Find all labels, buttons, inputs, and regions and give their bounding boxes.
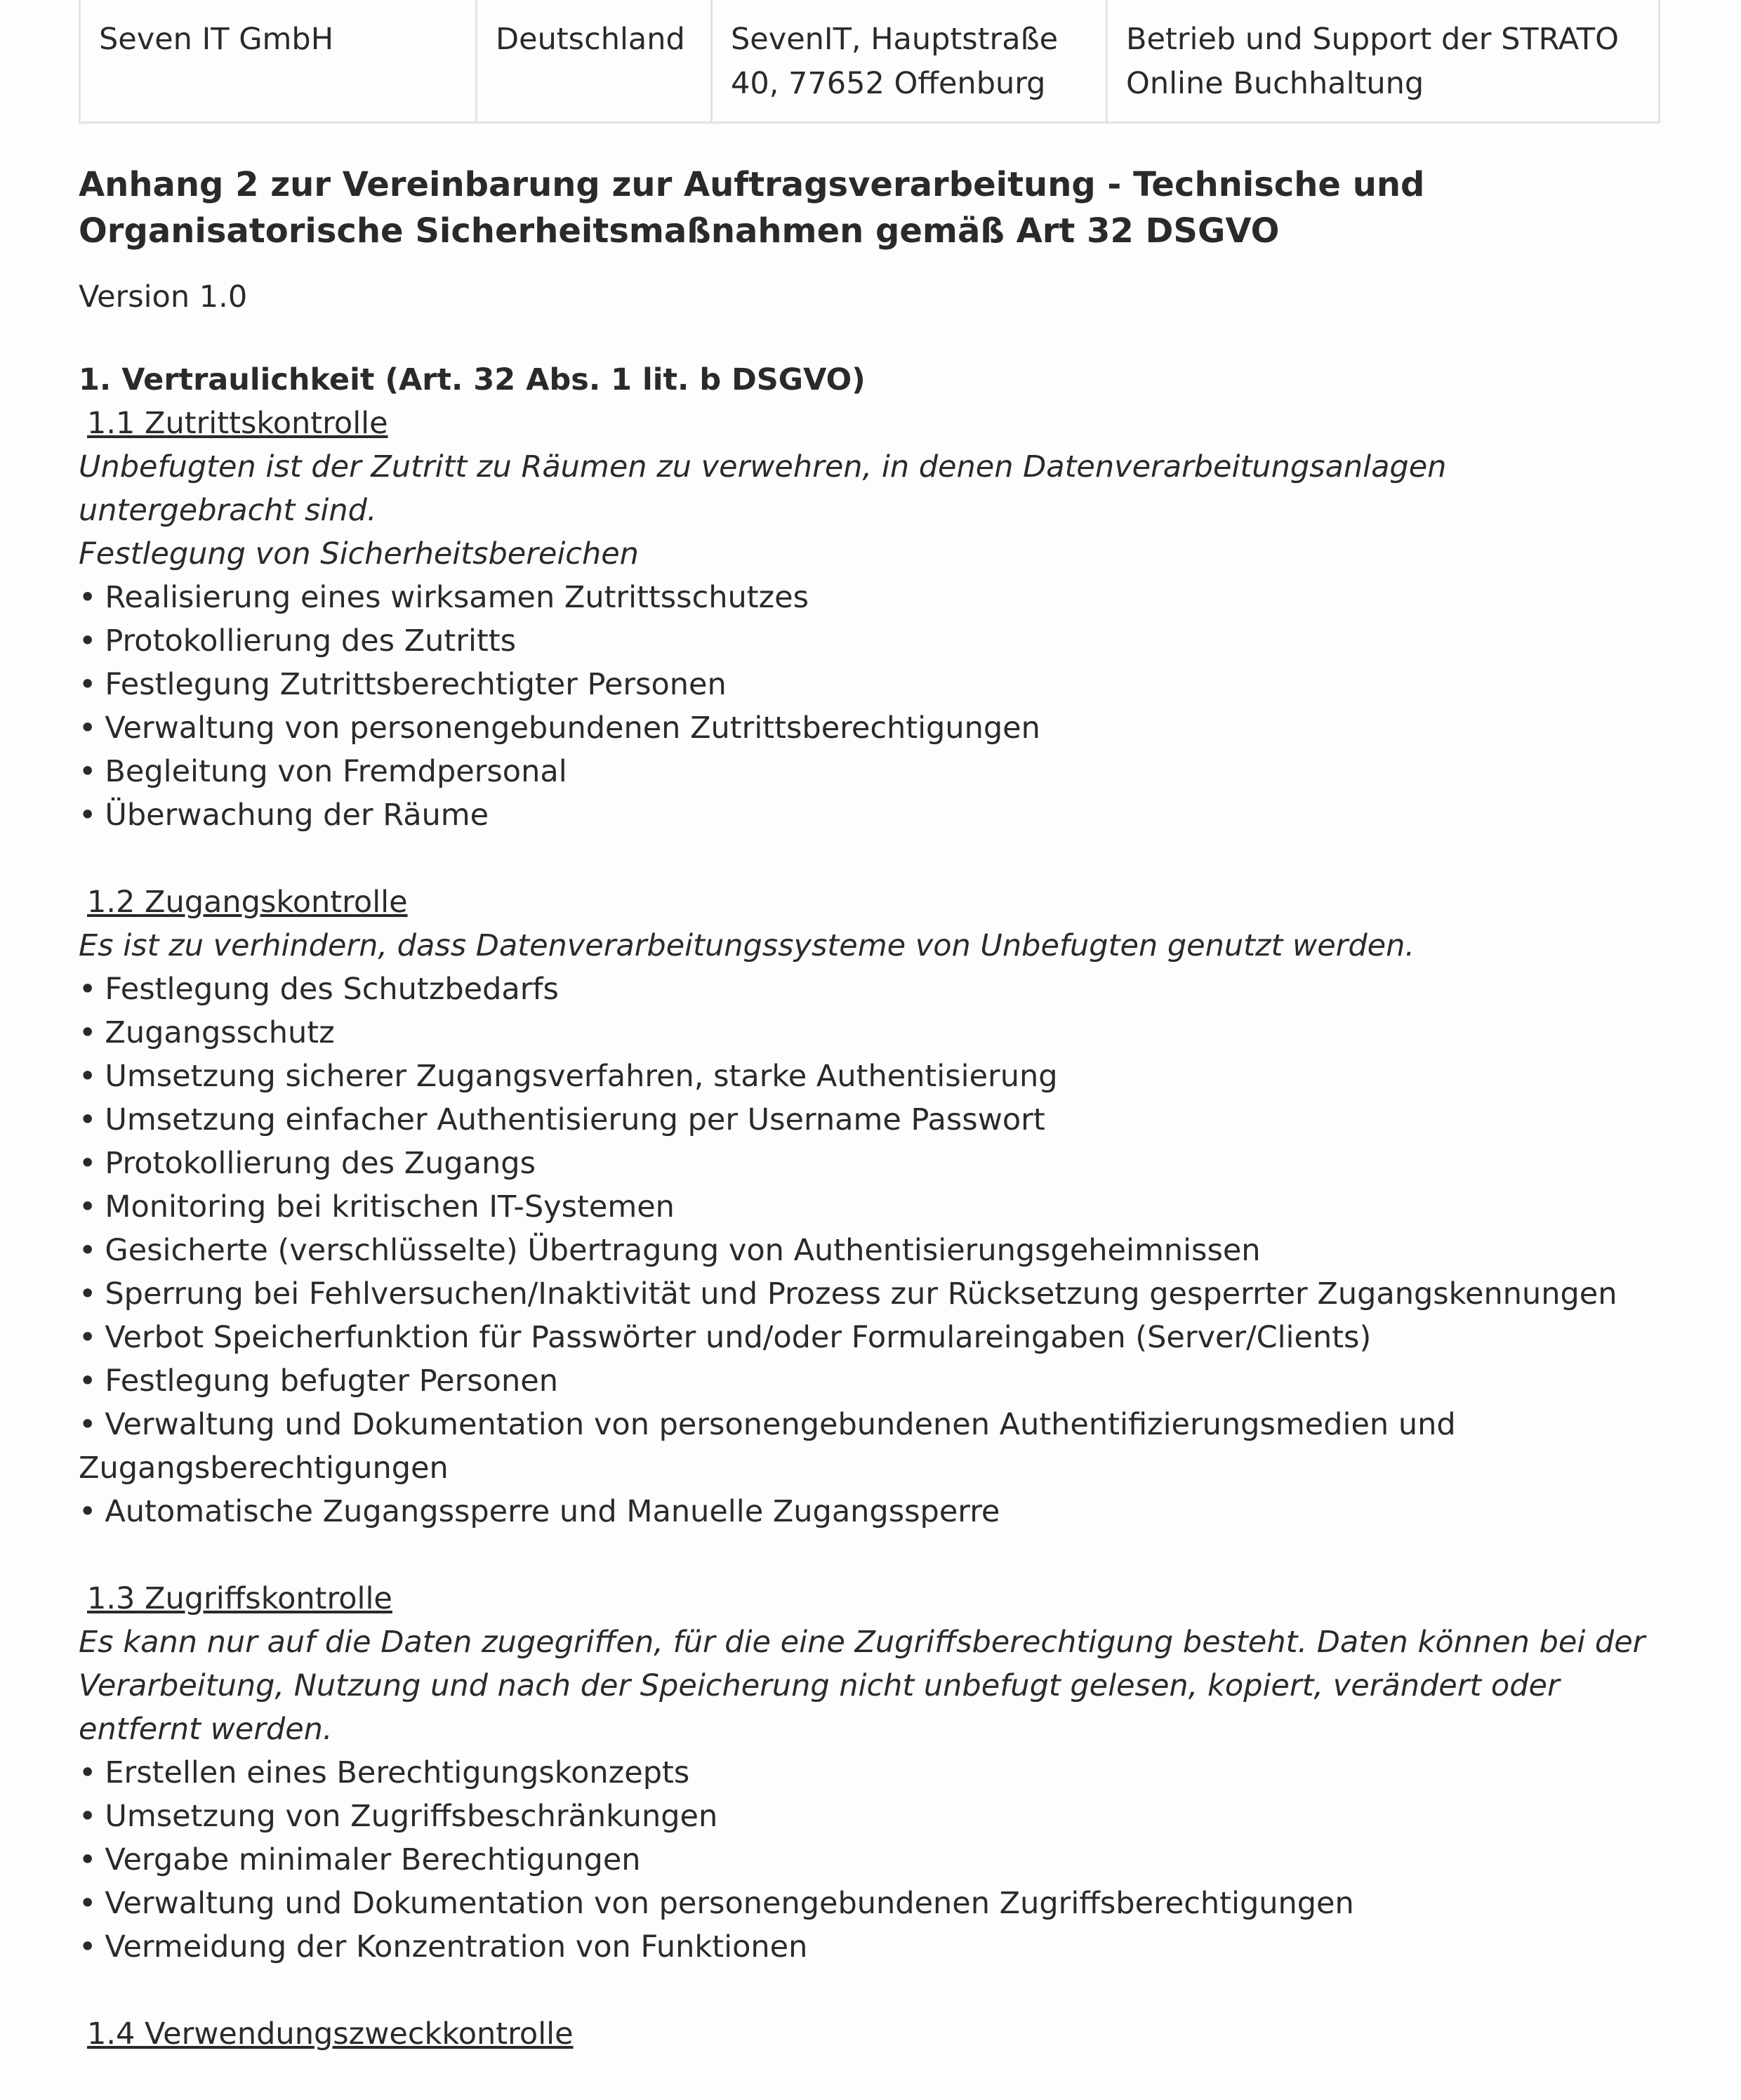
list-item: • Verwaltung und Dokumentation von personengebundenen Authentifizierungsmedien und Zugangsberechtigungen bbox=[79, 1403, 1658, 1490]
subsection-description: Unbefugten ist der Zutritt zu Räumen zu verwehren, in denen Datenverarbeitungsanlagen untergebracht sind. bbox=[79, 449, 1447, 528]
subsection-heading: 1.1 Zutrittskontrolle bbox=[87, 406, 388, 441]
list-item: • Protokollierung des Zugangs bbox=[79, 1142, 1658, 1185]
list-item: • Realisierung eines wirksamen Zutrittsschutzes bbox=[79, 576, 1658, 619]
list-item: • Vergabe minimaler Berechtigungen bbox=[79, 1838, 1658, 1882]
list-item: • Verwaltung von personengebundenen Zutrittsberechtigungen bbox=[79, 706, 1658, 750]
list-item: • Verbot Speicherfunktion für Passwörter und/oder Formulareingaben (Server/Clients) bbox=[79, 1316, 1658, 1359]
processor-table bbox=[79, 0, 1660, 124]
table-cell-address: SevenIT, Hauptstraße 40, 77652 Offenburg bbox=[712, 0, 1107, 123]
list-item: • Protokollierung des Zutritts bbox=[79, 619, 1658, 663]
list-item: • Überwachung der Räume bbox=[79, 793, 1658, 837]
table-cell-country: Deutschland bbox=[477, 0, 712, 123]
list-item: • Festlegung Zutrittsberechtigter Personen bbox=[79, 663, 1658, 706]
list-item: • Gesicherte (verschlüsselte) Übertragung von Authentisierungsgeheimnissen bbox=[79, 1229, 1658, 1272]
list-item: • Umsetzung einfacher Authentisierung per Username Passwort bbox=[79, 1098, 1658, 1142]
document-title: Anhang 2 zur Vereinbarung zur Auftragsverarbeitung - Technische und Organisatorische Sicherheitsmaßnahmen gemäß Art 32 DSGVO bbox=[79, 165, 1425, 251]
list-item: • Festlegung des Schutzbedarfs bbox=[79, 968, 1658, 1011]
list-item: • Monitoring bei kritischen IT-Systemen bbox=[79, 1185, 1658, 1229]
subsection-description: Es kann nur auf die Daten zugegriffen, für die eine Zugriffsberechtigung besteht. Daten können bei der Verarbeitung, Nutzung und nach der Speicherung nicht unbefugt gelesen, kopiert, verändert oder entfernt werden. bbox=[79, 1625, 1646, 1747]
table-row bbox=[80, 0, 1660, 123]
document-page bbox=[79, 0, 1658, 2056]
list-item: • Zugangsschutz bbox=[79, 1011, 1658, 1055]
version-label: Version 1.0 bbox=[79, 279, 248, 315]
list-item: • Verwaltung und Dokumentation von personengebundenen Zugriffsberechtigungen bbox=[79, 1882, 1658, 1925]
subsection-description: Es ist zu verhindern, dass Datenverarbeitungssysteme von Unbefugten genutzt werden. bbox=[79, 928, 1415, 963]
subsection-heading: 1.4 Verwendungszweckkontrolle bbox=[87, 2016, 574, 2052]
list-item: • Erstellen eines Berechtigungskonzepts bbox=[79, 1751, 1658, 1795]
list-item: • Begleitung von Fremdpersonal bbox=[79, 750, 1658, 793]
subsection-description: Festlegung von Sicherheitsbereichen bbox=[79, 536, 639, 572]
section-heading: 1. Vertraulichkeit (Art. 32 Abs. 1 lit. b DSGVO) bbox=[79, 362, 866, 397]
list-item: • Umsetzung sicherer Zugangsverfahren, starke Authentisierung bbox=[79, 1055, 1658, 1098]
list-item: • Umsetzung von Zugriffsbeschränkungen bbox=[79, 1795, 1658, 1838]
list-item: • Festlegung befugter Personen bbox=[79, 1359, 1658, 1403]
list-item: • Sperrung bei Fehlversuchen/Inaktivität und Prozess zur Rücksetzung gesperrter Zugangskennungen bbox=[79, 1272, 1658, 1316]
subsection-heading: 1.3 Zugriffskontrolle bbox=[87, 1581, 392, 1616]
subsection-heading: 1.2 Zugangskontrolle bbox=[87, 885, 408, 920]
list-item: • Automatische Zugangssperre und Manuelle Zugangssperre bbox=[79, 1490, 1658, 1533]
list-item: • Vermeidung der Konzentration von Funktionen bbox=[79, 1925, 1658, 1969]
table-cell-company: Seven IT GmbH bbox=[80, 0, 477, 123]
table-cell-purpose: Betrieb und Support der STRATO Online Buchhaltung bbox=[1107, 0, 1660, 123]
